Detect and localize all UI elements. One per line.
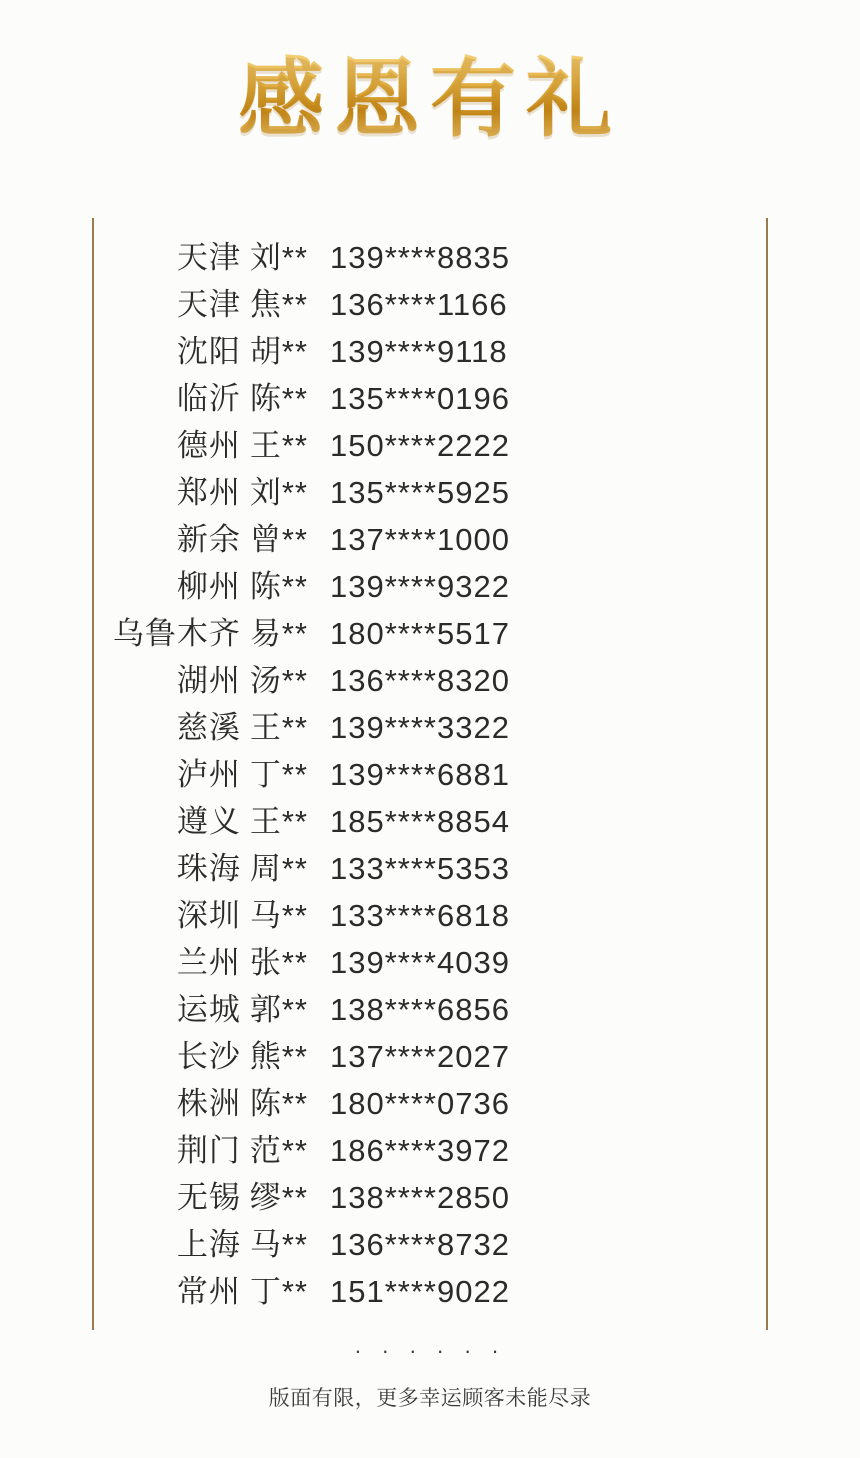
winner-name: 周** <box>249 851 308 886</box>
winner-location <box>0 702 330 747</box>
winner-location <box>0 608 330 653</box>
winner-location <box>0 326 330 371</box>
winner-row <box>0 1266 860 1313</box>
winner-city: 泸州 <box>176 757 241 792</box>
winner-location <box>0 420 330 465</box>
winner-name: 陈** <box>249 381 308 416</box>
winner-city: 长沙 <box>176 1039 241 1074</box>
winner-phone: 139****3322 <box>330 710 510 745</box>
winner-name: 范** <box>249 1133 308 1168</box>
winner-name: 刘** <box>249 240 308 275</box>
winner-name: 王** <box>249 710 308 745</box>
winner-phone: 139****9118 <box>330 334 508 369</box>
winner-city: 乌鲁木齐 <box>112 616 241 651</box>
winner-row <box>0 702 860 749</box>
footnote: 版面有限，更多幸运顾客未能尽录 <box>268 1387 592 1410</box>
winner-row <box>0 514 860 561</box>
winner-name: 张** <box>249 945 308 980</box>
winner-city: 荆门 <box>176 1133 241 1168</box>
ellipsis-dots: · · · · · · <box>354 1338 506 1363</box>
winner-location <box>0 467 330 512</box>
winner-list <box>0 232 860 1313</box>
winner-row <box>0 890 860 937</box>
winner-row <box>0 561 860 608</box>
winner-city: 临沂 <box>176 381 241 416</box>
winner-row <box>0 1172 860 1219</box>
winner-city: 兰州 <box>176 945 241 980</box>
winner-name: 熊** <box>249 1039 308 1074</box>
winner-row <box>0 373 860 420</box>
winner-location <box>0 373 330 418</box>
winner-phone: 139****9322 <box>330 569 510 604</box>
winner-row <box>0 467 860 514</box>
winner-phone: 137****2027 <box>330 1039 510 1074</box>
winner-phone: 139****6881 <box>330 757 510 792</box>
winner-name: 刘** <box>249 475 308 510</box>
winner-row <box>0 232 860 279</box>
winner-city: 天津 <box>176 240 241 275</box>
winner-location <box>0 1219 330 1264</box>
winner-name: 汤** <box>249 663 308 698</box>
winner-phone: 185****8854 <box>330 804 510 839</box>
winner-city: 遵义 <box>176 804 241 839</box>
winner-name: 焦** <box>249 287 308 322</box>
winner-row <box>0 1125 860 1172</box>
winner-city: 湖州 <box>176 663 241 698</box>
winner-name: 缪** <box>249 1180 308 1215</box>
winner-city: 运城 <box>176 992 241 1027</box>
winner-location <box>0 514 330 559</box>
winner-phone: 180****0736 <box>330 1086 510 1121</box>
winner-row <box>0 749 860 796</box>
page-title: 感恩有礼 <box>230 52 630 147</box>
winner-city: 新余 <box>176 522 241 557</box>
winner-location <box>0 1125 330 1170</box>
winner-phone: 180****5517 <box>330 616 510 651</box>
winner-phone: 136****1166 <box>330 287 508 322</box>
winner-city: 珠海 <box>176 851 241 886</box>
winner-row <box>0 655 860 702</box>
winner-name: 丁** <box>249 1274 308 1309</box>
winner-location <box>0 843 330 888</box>
winner-phone: 186****3972 <box>330 1133 510 1168</box>
winner-name: 陈** <box>249 569 308 604</box>
title-area <box>0 0 860 147</box>
winner-city: 郑州 <box>176 475 241 510</box>
winner-location <box>0 655 330 700</box>
winner-location <box>0 984 330 1029</box>
winner-location <box>0 1172 330 1217</box>
winner-phone: 136****8320 <box>330 663 510 698</box>
winner-phone: 133****6818 <box>330 898 510 933</box>
winner-name: 马** <box>249 898 308 933</box>
winner-phone: 138****2850 <box>330 1180 510 1215</box>
winner-city: 柳州 <box>176 569 241 604</box>
winner-city: 德州 <box>176 428 241 463</box>
winner-location <box>0 937 330 982</box>
winner-row <box>0 608 860 655</box>
winner-row <box>0 279 860 326</box>
winner-phone: 150****2222 <box>330 428 510 463</box>
winner-phone: 137****1000 <box>330 522 510 557</box>
winner-name: 胡** <box>249 334 308 369</box>
winner-name: 陈** <box>249 1086 308 1121</box>
winner-phone: 151****9022 <box>330 1274 510 1309</box>
winner-location <box>0 1078 330 1123</box>
winner-phone: 139****8835 <box>330 240 510 275</box>
winner-row <box>0 1078 860 1125</box>
winner-city: 上海 <box>176 1227 241 1262</box>
winner-name: 丁** <box>249 757 308 792</box>
winner-location <box>0 1031 330 1076</box>
winner-name: 曾** <box>249 522 308 557</box>
winner-phone: 135****0196 <box>330 381 510 416</box>
winner-name: 王** <box>249 428 308 463</box>
winner-phone: 135****5925 <box>330 475 510 510</box>
winner-row <box>0 984 860 1031</box>
winner-city: 深圳 <box>176 898 241 933</box>
winner-location <box>0 561 330 606</box>
winner-row <box>0 937 860 984</box>
winner-phone: 138****6856 <box>330 992 510 1027</box>
winner-city: 无锡 <box>176 1180 241 1215</box>
winner-row <box>0 796 860 843</box>
winner-phone: 136****8732 <box>330 1227 510 1262</box>
winner-city: 慈溪 <box>176 710 241 745</box>
winner-name: 易** <box>249 616 308 651</box>
winner-location <box>0 279 330 324</box>
winner-row <box>0 326 860 373</box>
winner-name: 王** <box>249 804 308 839</box>
winner-city: 株洲 <box>176 1086 241 1121</box>
winner-location <box>0 890 330 935</box>
winner-city: 常州 <box>176 1274 241 1309</box>
winner-city: 沈阳 <box>176 334 241 369</box>
winner-name: 郭** <box>249 992 308 1027</box>
winner-phone: 133****5353 <box>330 851 510 886</box>
winner-row <box>0 420 860 467</box>
winner-city: 天津 <box>176 287 241 322</box>
winner-location <box>0 232 330 277</box>
winner-row <box>0 843 860 890</box>
winner-row <box>0 1219 860 1266</box>
winner-location <box>0 796 330 841</box>
winner-phone: 139****4039 <box>330 945 510 980</box>
winner-location <box>0 749 330 794</box>
winner-location <box>0 1266 330 1311</box>
winner-row <box>0 1031 860 1078</box>
winner-name: 马** <box>249 1227 308 1262</box>
